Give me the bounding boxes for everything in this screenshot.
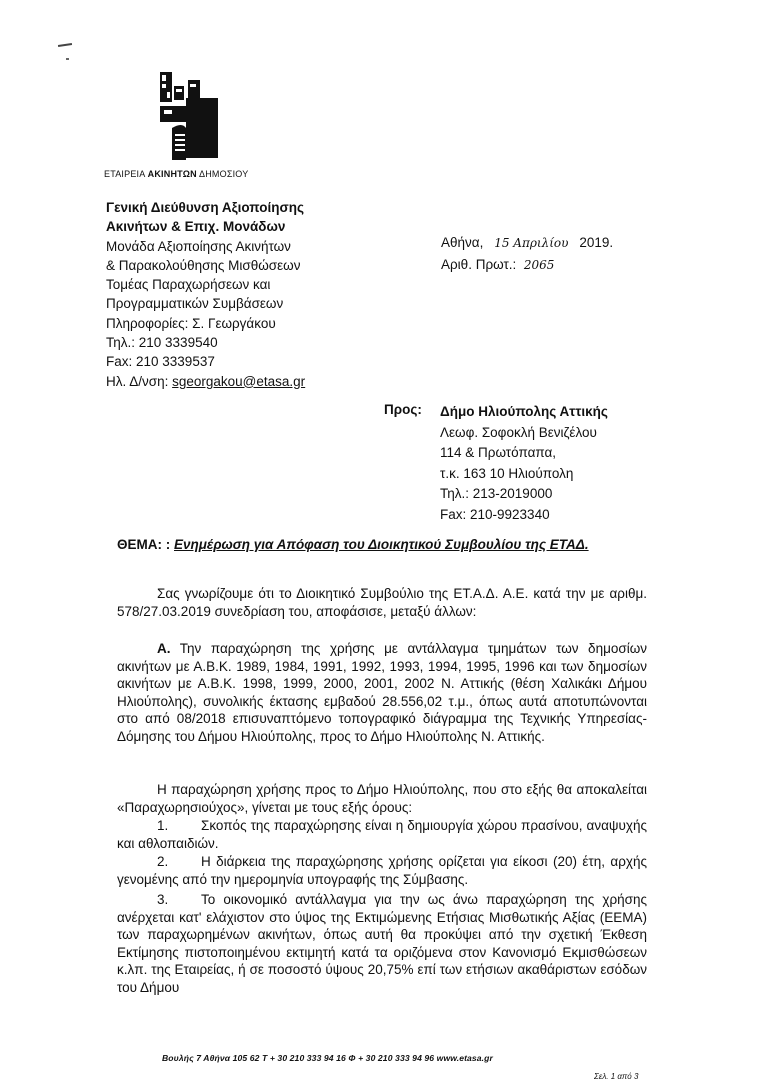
sender-unit: & Παρακολούθησης Μισθώσεων bbox=[106, 257, 301, 273]
sender-dept: Ακινήτων & Επιχ. Μονάδων bbox=[106, 219, 286, 235]
sender-email-link[interactable]: sgeorgakou@etasa.gr bbox=[172, 373, 306, 389]
handwritten-date: 15 Απριλίου bbox=[494, 236, 569, 250]
handwritten-protocol: 2065 bbox=[523, 258, 555, 272]
term-item-3: 3. Το οικονομικό αντάλλαγμα για την ως άνω παραχώρηση της χρήσης ανέρχεται κατ' ελάχιστον στο ύψος της Εκτιμώμενης Ετήσιας Μισθωτικής Αξίας (ΕΕΜΑ) των παραχωρημένων ακινήτων, όπως αυτή θα προκύψει από την σχετική Έκθεση Εκτίμησης πιστοποιημένου εκτιμητή κατά τα οριζόμενα στον Κανονισμό Εκμισθώσεων κ.λπ. της Εταιρείας, ή σε ποσοστό ύψους 20,75% επί των ετήσιων ακαθάριστων εσόδων του Δήμου bbox=[117, 892, 647, 995]
company-name: ΕΤΑΙΡΕΙΑ ΑΚΙΝΗΤΩΝ ΔΗΜΟΣΙΟΥ bbox=[104, 169, 249, 179]
recipient-address: τ.κ. 163 10 Ηλιούπολη bbox=[440, 465, 574, 481]
recipient-label: Προς: bbox=[384, 402, 422, 417]
intro-paragraph: Σας γνωρίζουμε ότι το Διοικητικό Συμβούλιο της ΕΤ.Α.Δ. Α.Ε. κατά την με αριθμ. 578/27.03.2019 συνεδρίαση του, αποφάσισε, μεταξύ άλλων: bbox=[117, 586, 647, 619]
subject-label: ΘΕΜΑ: : bbox=[117, 537, 174, 552]
subject-line bbox=[117, 536, 647, 553]
sender-sector: Τομέας Παραχωρήσεων και bbox=[106, 277, 271, 293]
recipient-address: Λεωφ. Σοφοκλή Βενιζέλου bbox=[440, 424, 597, 440]
sender-contact: Πληροφορίες: Σ. Γεωργάκου bbox=[106, 315, 276, 331]
recipient-name: Δήμο Ηλιούπολης Αττικής bbox=[440, 404, 608, 419]
sender-fax: Fax: 210 3339537 bbox=[106, 354, 215, 370]
term-item-1: 1. Σκοπός της παραχώρησης είναι η δημιουργία χώρου πρασίνου, αναψυχής και αθλοπαιδιών. bbox=[117, 818, 647, 851]
terms-intro-paragraph: Η παραχώρηση χρήσης προς το Δήμο Ηλιούπολης, που στο εξής θα αποκαλείται «Παραχωρησιούχος», γίνεται με τους εξής όρους: bbox=[117, 782, 647, 815]
scan-mark bbox=[66, 58, 69, 60]
date-block bbox=[441, 232, 613, 276]
etad-logo bbox=[158, 72, 220, 162]
section-a-paragraph: Α. Την παραχώρηση της χρήσης με αντάλλαγμα τμημάτων των δημοσίων ακινήτων με Α.Β.Κ. 1989, 1984, 1991, 1992, 1993, 1994, 1995, 1996 και των δημοσίων ακινήτων με Α.Β.Κ. 1998, 1999, 2000, 2001, 2002 Ν. Αττικής (θέση Χαλικάκι Δήμου Ηλιούπολης), συνολικής έκτασης εμβαδού 28.556,02 τ.μ., όπως αυτά αποτυπώνονται στο από 08/2018 επισυναπτόμενο τοπογραφικό διάγραμμα της Τεχνικής Υπηρεσίας-Δόμησης του Δήμου Ηλιούπολης, προς το Δήμο Ηλιούπολης Ν. Αττικής. bbox=[117, 641, 647, 744]
sender-unit: Μονάδα Αξιοποίησης Ακινήτων bbox=[106, 238, 291, 254]
sender-block bbox=[106, 198, 305, 391]
footer-address: Βουλής 7 Αθήνα 105 62 T + 30 210 333 94 16 Φ + 30 210 333 94 96 www.etasa.gr bbox=[162, 1053, 493, 1063]
sender-dept: Γενική Διεύθυνση Αξιοποίησης bbox=[106, 200, 305, 215]
recipient-address: 114 & Πρωτόπαπα, bbox=[440, 445, 557, 461]
scan-mark bbox=[58, 43, 72, 47]
term-item-2: 2. Η διάρκεια της παραχώρησης χρήσης ορίζεται για είκοσι (20) έτη, αρχής γενομένης από την ημερομηνία υπογραφής της Σύμβασης. bbox=[117, 854, 647, 887]
recipient-block bbox=[440, 402, 608, 526]
sender-phone: Τηλ.: 210 3339540 bbox=[106, 335, 218, 351]
sender-sector: Προγραμματικών Συμβάσεων bbox=[106, 296, 284, 312]
sender-email-line: Ηλ. Δ/νση: sgeorgakou@etasa.gr bbox=[106, 373, 306, 389]
recipient-phone: Τηλ.: 213-2019000 bbox=[440, 486, 553, 502]
date-line: Αθήνα, 15 Απριλίου 2019. bbox=[441, 232, 613, 254]
recipient-fax: Fax: 210-9923340 bbox=[440, 506, 550, 522]
page-number: Σελ. 1 από 3 bbox=[594, 1072, 639, 1081]
section-a-label: Α. bbox=[157, 641, 171, 656]
subject-text: Ενημέρωση για Απόφαση του Διοικητικού Συμβουλίου της ΕΤΑΔ. bbox=[174, 537, 589, 552]
protocol-line: Αριθ. Πρωτ.: 2065 bbox=[441, 257, 555, 272]
